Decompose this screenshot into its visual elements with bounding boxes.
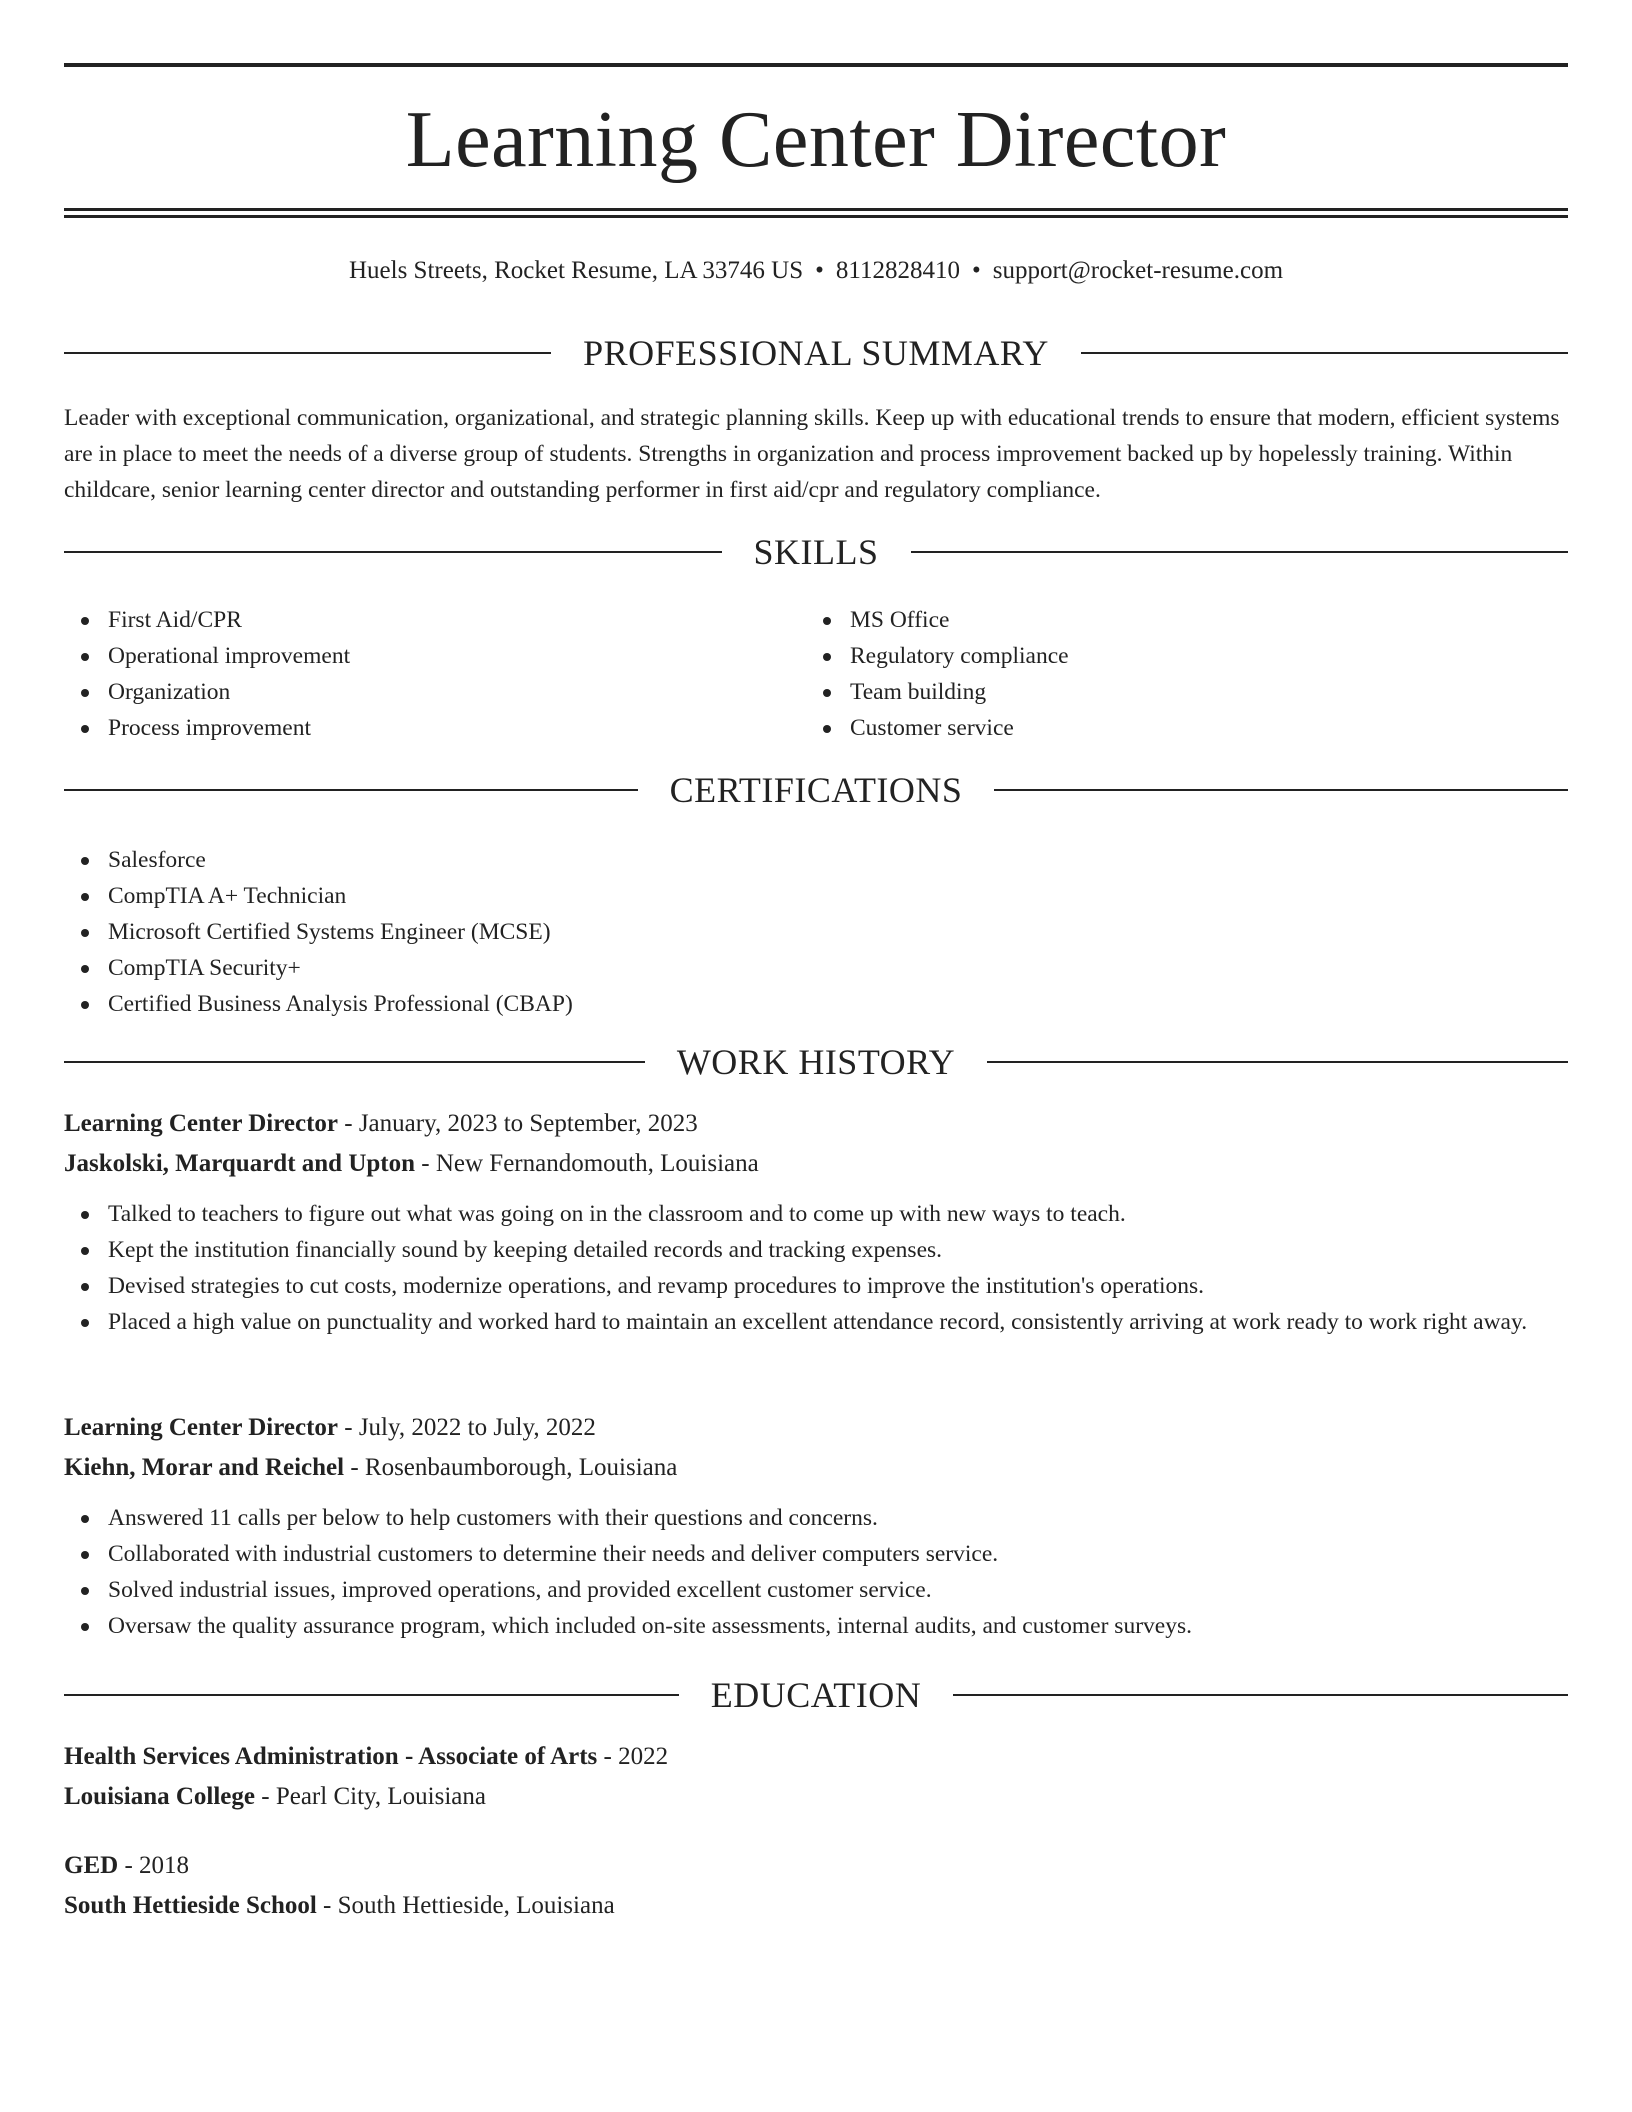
contact-phone: 8112828410 — [835, 257, 960, 284]
summary-heading — [64, 331, 1568, 375]
education-entry — [64, 1737, 1568, 1817]
job-duties-list — [64, 1196, 1568, 1340]
skills-heading-text: SKILLS — [753, 532, 879, 572]
contact-email: support@rocket-resume.com — [992, 257, 1284, 284]
skills-list-left — [64, 602, 764, 746]
education-degree-line — [64, 1737, 1568, 1777]
education-heading — [64, 1673, 1568, 1717]
list-item: Oversaw the quality assurance program, which included on-site assessments, internal audits, and customer surveys. — [64, 1608, 1568, 1644]
summary-text: Leader with exceptional communication, organizational, and strategic planning skills. Keep up with educational trends to ensure that modern, efficient systems are in place to meet the needs of a diverse group of students. Strengths in organization and process improvement backed up by hopelessly training. Within childcare, senior learning center director and outstanding performer in first aid/cpr and regulatory compliance. — [64, 405, 1560, 503]
education-degree-line — [64, 1846, 1568, 1886]
list-item: CompTIA A+ Technician — [64, 878, 1568, 914]
education-entry — [64, 1846, 1568, 1926]
work-history-heading — [64, 1040, 1568, 1084]
resume-title: Learning Center Director — [405, 96, 1227, 184]
education-location: - Pearl City, Louisiana — [255, 1783, 486, 1810]
education-school: Louisiana College — [64, 1783, 255, 1810]
list-item: Devised strategies to cut costs, modernize operations, and revamp procedures to improve the institution's operations. — [64, 1268, 1568, 1304]
job-title: Learning Center Director — [64, 1414, 338, 1441]
work-history-heading-text: WORK HISTORY — [676, 1042, 956, 1082]
job-location: - Rosenbaumborough, Louisiana — [344, 1454, 678, 1481]
list-item: Salesforce — [64, 842, 1568, 878]
list-item: Regulatory compliance — [806, 638, 1506, 674]
education-degree: Health Services Administration - Associate of Arts — [64, 1743, 598, 1770]
list-item: Process improvement — [64, 710, 764, 746]
contact-separator: • — [815, 257, 824, 284]
list-item: Collaborated with industrial customers to determine their needs and deliver computers service. — [64, 1536, 1568, 1572]
list-item: Solved industrial issues, improved operations, and provided excellent customer service. — [64, 1572, 1568, 1608]
job-company: Jaskolski, Marquardt and Upton — [64, 1150, 416, 1177]
job-company: Kiehn, Morar and Reichel — [64, 1454, 345, 1481]
top-rule — [64, 63, 1568, 67]
list-item: CompTIA Security+ — [64, 950, 1568, 986]
job-dates: - January, 2023 to September, 2023 — [338, 1110, 698, 1137]
education-school: South Hettieside School — [64, 1892, 317, 1919]
list-item: Customer service — [806, 710, 1506, 746]
job-location: - New Fernandomouth, Louisiana — [415, 1150, 759, 1177]
job-entry — [64, 1104, 1568, 1340]
list-item: First Aid/CPR — [64, 602, 764, 638]
skills-heading — [64, 530, 1568, 574]
certifications-list — [64, 842, 1568, 1022]
certifications-heading-text: CERTIFICATIONS — [669, 770, 963, 810]
list-item: Talked to teachers to figure out what was going on in the classroom and to come up with new ways to teach. — [64, 1196, 1568, 1232]
contact-info — [64, 255, 1568, 287]
list-item: Placed a high value on punctuality and worked hard to maintain an excellent attendance record, consistently arriving at work ready to work right away. — [64, 1304, 1568, 1340]
list-item: Microsoft Certified Systems Engineer (MCSE) — [64, 914, 1568, 950]
contact-separator: • — [971, 257, 981, 284]
contact-address: Huels Streets, Rocket Resume, LA 33746 US — [348, 257, 804, 284]
education-degree: GED — [64, 1852, 119, 1879]
education-school-line — [64, 1886, 1568, 1926]
list-item: Certified Business Analysis Professional (CBAP) — [64, 986, 1568, 1022]
job-company-line — [64, 1144, 1568, 1184]
list-item: Operational improvement — [64, 638, 764, 674]
certifications-heading — [64, 768, 1568, 812]
education-heading-text: EDUCATION — [710, 1675, 922, 1715]
list-item: Organization — [64, 674, 764, 710]
job-title-line — [64, 1104, 1568, 1144]
title-double-rule — [64, 208, 1568, 218]
job-title: Learning Center Director — [64, 1110, 338, 1137]
education-year: - 2018 — [118, 1852, 190, 1879]
list-item: MS Office — [806, 602, 1506, 638]
list-item: Kept the institution financially sound by keeping detailed records and tracking expenses. — [64, 1232, 1568, 1268]
skills-list-right — [806, 602, 1506, 746]
education-year: - 2022 — [597, 1743, 669, 1770]
job-duties-list — [64, 1500, 1568, 1644]
summary-heading-text: PROFESSIONAL SUMMARY — [583, 333, 1049, 373]
list-item: Answered 11 calls per below to help customers with their questions and concerns. — [64, 1500, 1568, 1536]
job-entry — [64, 1408, 1568, 1644]
education-school-line — [64, 1777, 1568, 1817]
job-dates: - July, 2022 to July, 2022 — [338, 1414, 596, 1441]
list-item: Team building — [806, 674, 1506, 710]
job-title-line — [64, 1408, 1568, 1448]
education-location: - South Hettieside, Louisiana — [316, 1892, 615, 1919]
job-company-line — [64, 1448, 1568, 1488]
